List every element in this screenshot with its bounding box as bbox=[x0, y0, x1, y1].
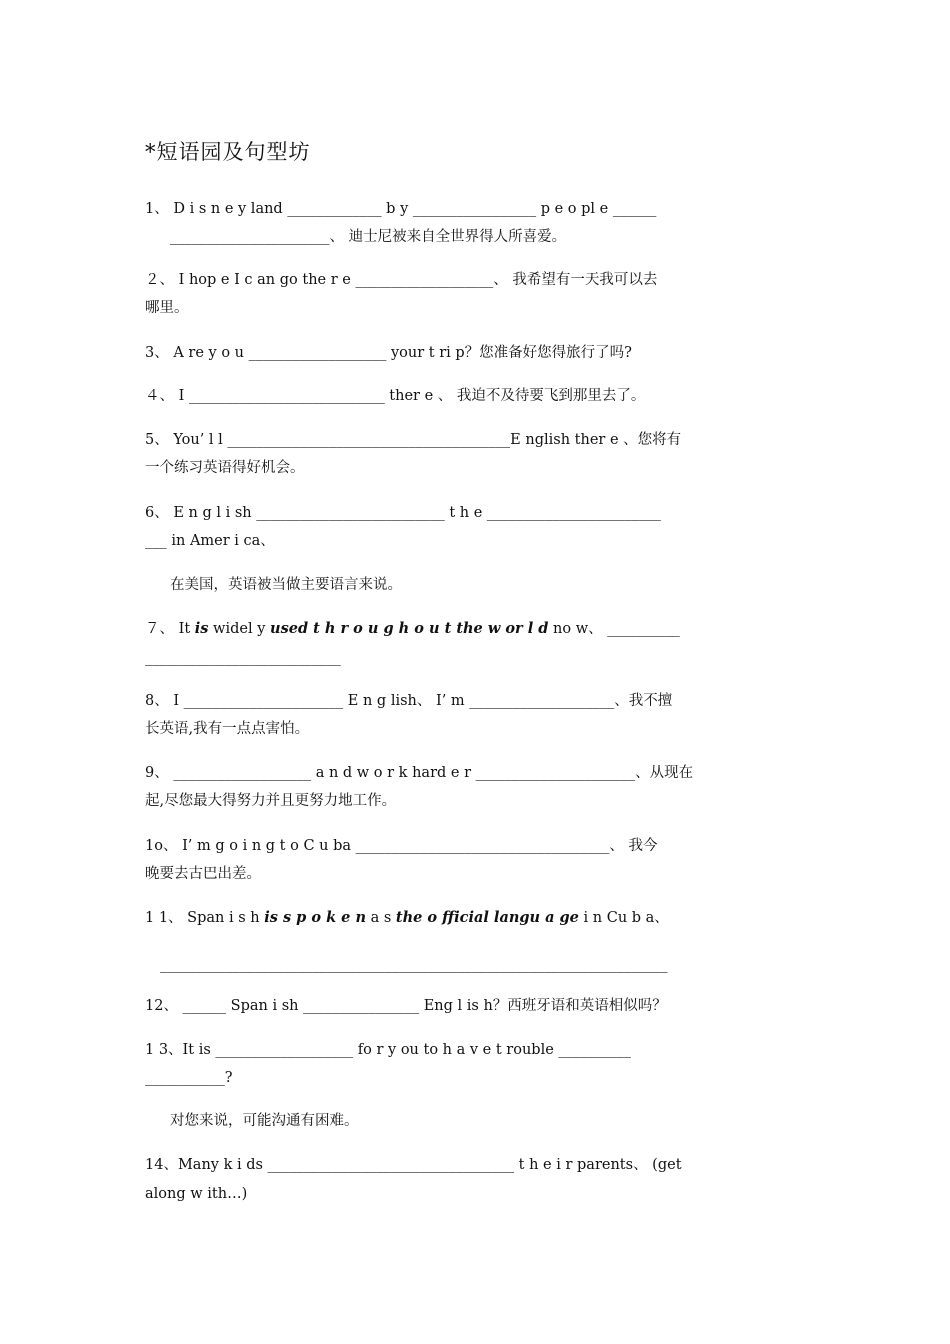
item-6-translation: 在美国，英语被当做主要语言来说。 bbox=[170, 577, 402, 593]
item-2-line-1: ２、 I hop e I c an go the r e ___________________、 我希望有一天我可以去 bbox=[145, 272, 658, 288]
item-8-line-1: 8、 I ______________________ E n g lish、 I’ m ____________________、我不擅 bbox=[145, 693, 673, 709]
item-11-part-a: 1 1、 Span i s h bbox=[145, 910, 265, 926]
item-12-line-1: 12、 ______ Span i sh ________________ Eng l is h？西班牙语和英语相似吗？ bbox=[145, 998, 667, 1014]
item-6-line-1: 6、 E n g l i sh __________________________ t h e ________________________ bbox=[145, 505, 661, 521]
item-7-line-2: ___________________________ bbox=[145, 650, 341, 666]
item-10-line-2: 晚要去古巴出差。 bbox=[145, 866, 261, 882]
item-7-part-c: widel y bbox=[208, 621, 271, 637]
item-13-line-1: 1 3、It is ___________________ fo r y ou to h a v e t rouble __________ bbox=[145, 1042, 631, 1058]
item-1-line-1: 1、 D i s n e y land _____________ b y _________________ p e o pl e ______ bbox=[145, 201, 657, 217]
item-11-part-b: is s p o k e n bbox=[264, 909, 366, 926]
item-13-line-2: ___________? bbox=[145, 1070, 233, 1086]
item-7-part-a: ７、 It bbox=[145, 621, 195, 637]
item-9-line-2: 起,尽您最大得努力并且更努力地工作。 bbox=[145, 793, 397, 809]
page-title: *短语园及句型坊 bbox=[145, 140, 311, 164]
item-5-line-2: 一个练习英语得好机会。 bbox=[145, 460, 305, 476]
item-5-line-1: 5、 You’ l l _______________________________________E nglish ther e 、您将有 bbox=[145, 432, 682, 448]
item-2-line-2: 哪里。 bbox=[145, 300, 189, 316]
item-4-line-1: ４、 I ___________________________ ther e 、 我迫不及待要飞到那里去了。 bbox=[145, 388, 646, 404]
item-14-line-2: along w ith…) bbox=[145, 1186, 248, 1202]
item-13-translation: 对您来说，可能沟通有困难。 bbox=[170, 1113, 359, 1129]
item-7-line-1 bbox=[145, 619, 807, 639]
item-7-part-e: no w、 __________ bbox=[548, 621, 680, 637]
item-11-part-d: the o fficial langu a ge bbox=[395, 909, 579, 926]
item-11-line-2: ______________________________________________________________________ bbox=[160, 957, 668, 973]
item-14-line-1: 14、Many k i ds __________________________________ t h e i r parents、 (get bbox=[145, 1157, 682, 1173]
item-7-part-b: is bbox=[194, 620, 209, 637]
item-10-line-1: 1o、 I’ m g o i n g t o C u ba ___________________________________、 我今 bbox=[145, 838, 658, 854]
item-3-line-1: 3、 A re y o u ___________________ your t ri p？您准备好您得旅行了吗? bbox=[145, 345, 632, 361]
item-11-part-c: a s bbox=[365, 910, 396, 926]
item-6-line-2: ___ in Amer i ca、 bbox=[145, 533, 275, 549]
item-7-part-d: used t h r o u g h o u t the w or l d bbox=[270, 620, 549, 637]
item-8-line-2: 长英语,我有一点点害怕。 bbox=[145, 721, 310, 737]
item-9-line-1: 9、 ___________________ a n d w o r k hard e r ______________________、从现在 bbox=[145, 765, 694, 781]
item-11-line-1 bbox=[145, 908, 807, 928]
item-11-part-e: i n Cu b a、 bbox=[578, 910, 669, 926]
item-1-line-2: ______________________、 迪士尼被来自全世界得人所喜爱。 bbox=[170, 229, 567, 245]
